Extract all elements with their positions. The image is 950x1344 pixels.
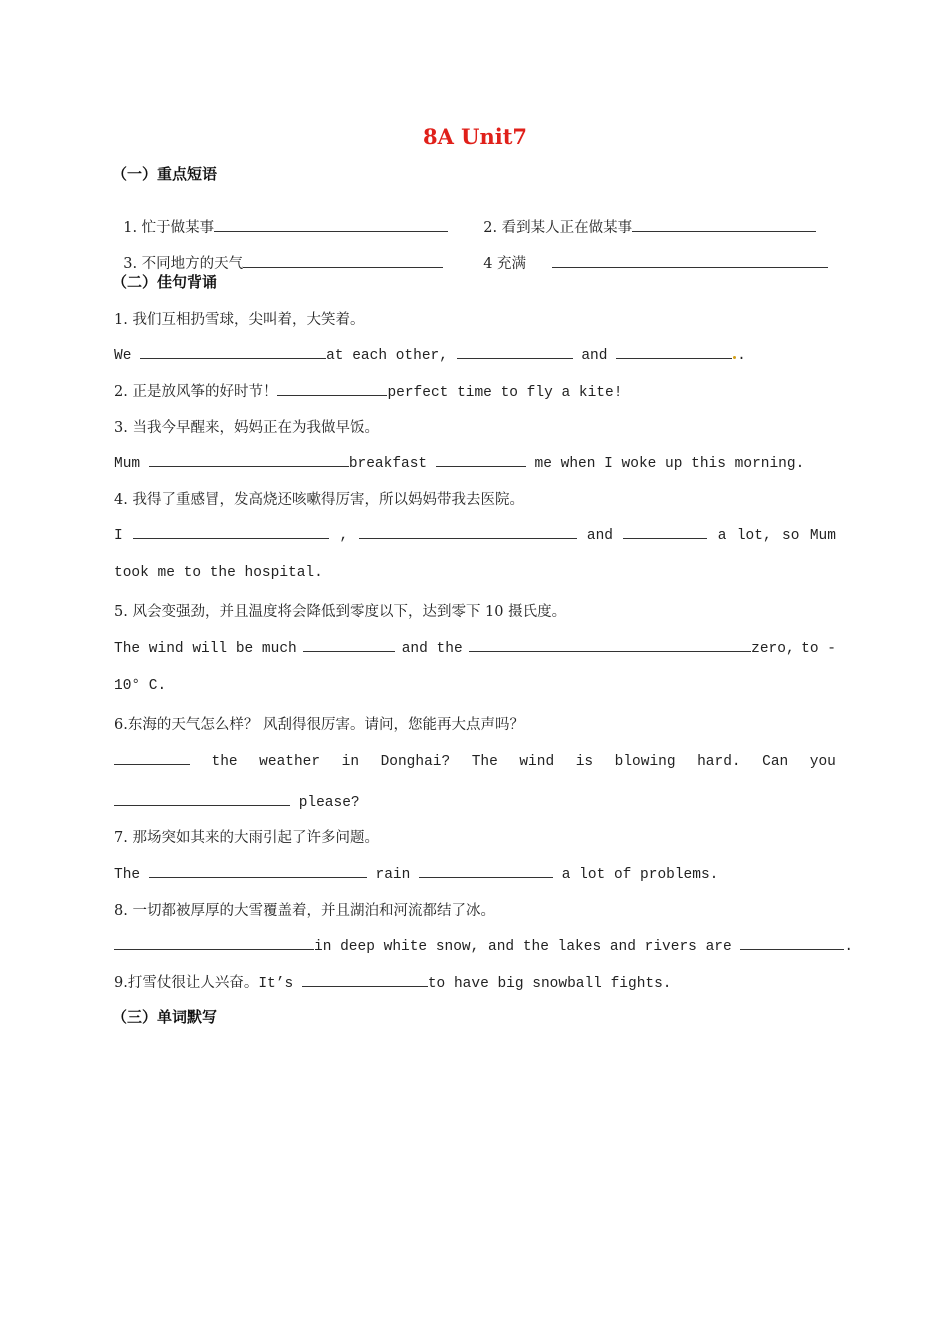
- word: and: [586, 528, 614, 544]
- phrase-3: [114, 236, 443, 273]
- answer-blank[interactable]: [140, 344, 326, 359]
- sentence-6-cn: 6.东海的天气怎么样？ 风刮得很厉害。请问，您能再大点声吗？: [114, 717, 524, 733]
- answer-blank[interactable]: [359, 524, 577, 539]
- phrase-2-blank[interactable]: [632, 217, 816, 232]
- word: you: [809, 754, 836, 770]
- word: is: [575, 754, 594, 770]
- word: The: [471, 754, 498, 770]
- answer-blank[interactable]: [133, 524, 329, 539]
- answer-blank[interactable]: [436, 452, 526, 467]
- answer-blank[interactable]: [623, 524, 707, 539]
- sentence-5-en-cont: 10° C.: [114, 678, 167, 694]
- phrase-3-blank[interactable]: [243, 253, 443, 268]
- sentence-4-cn: 4. 我得了重感冒，发高烧还咳嗽得厉害，所以妈妈带我去医院。: [114, 492, 524, 508]
- sentence-1-en: [114, 344, 746, 364]
- phrase-1: [114, 200, 448, 237]
- text-fragment: at each other,: [326, 348, 457, 364]
- answer-blank[interactable]: [277, 381, 387, 396]
- word: a: [717, 528, 727, 544]
- text-fragment: Mum: [114, 456, 149, 472]
- word: hard.: [697, 754, 741, 770]
- answer-blank[interactable]: [303, 637, 395, 652]
- word: ,: [339, 528, 349, 544]
- sentence-8-en: [114, 935, 853, 955]
- answer-blank[interactable]: [457, 344, 573, 359]
- edit-mark: [733, 356, 736, 359]
- word: lot,: [736, 528, 772, 544]
- answer-blank[interactable]: [114, 935, 314, 950]
- answer-blank[interactable]: [740, 935, 844, 950]
- section-heading-sentences: （二）佳句背诵: [112, 273, 218, 291]
- answer-blank[interactable]: [149, 863, 367, 878]
- text-fragment: to -: [801, 641, 836, 657]
- text-fragment: rain: [366, 867, 420, 883]
- answer-blank[interactable]: [149, 452, 349, 467]
- text-fragment: in deep white snow, and the lakes and rivers are: [314, 939, 741, 955]
- phrase-2-text: 2. 看到某人正在做某事: [483, 220, 633, 236]
- answer-blank[interactable]: [114, 750, 190, 765]
- section-heading-phrases: （一）重点短语: [112, 165, 218, 183]
- sentence-9-cn: 9.打雪仗很让人兴奋。: [114, 975, 259, 991]
- phrase-3-text: 3. 不同地方的天气: [123, 256, 244, 272]
- text-fragment: We: [114, 348, 141, 364]
- sentence-2-cn: 2. 正是放风筝的好时节！: [114, 384, 278, 400]
- text-fragment: The: [114, 867, 149, 883]
- answer-blank[interactable]: [114, 791, 290, 806]
- sentence-2: [114, 380, 622, 401]
- sentence-9: [114, 971, 672, 992]
- text-fragment: and the: [401, 641, 463, 657]
- sentence-3-en: [114, 452, 804, 472]
- word: weather: [259, 754, 321, 770]
- phrase-4: [474, 236, 828, 273]
- sentence-5-en: [114, 637, 836, 657]
- word: so: [782, 528, 800, 544]
- text-fragment: It’s: [258, 976, 302, 992]
- text-fragment: me when I woke up this morning.: [525, 456, 805, 472]
- text-fragment: .: [737, 348, 746, 364]
- word: Donghai?: [380, 754, 451, 770]
- text-fragment: breakfast: [348, 456, 436, 472]
- sentence-1-cn: 1. 我们互相扔雪球，尖叫着，大笑着。: [114, 312, 365, 328]
- word: wind: [519, 754, 555, 770]
- sentence-7-en: [114, 863, 718, 883]
- text-fragment: .: [844, 939, 854, 955]
- sentence-8-cn: 8. 一切都被厚厚的大雪覆盖着，并且湖泊和河流都结了冰。: [114, 903, 495, 919]
- text-fragment: and: [572, 348, 617, 364]
- text-fragment: please?: [290, 795, 360, 811]
- word: the: [211, 754, 238, 770]
- phrase-4-text: 4 充满: [483, 256, 527, 272]
- word: in: [341, 754, 360, 770]
- sentence-3-cn: 3. 当我今早醒来，妈妈正在为我做早饭。: [114, 420, 379, 436]
- word: blowing: [614, 754, 676, 770]
- word: I: [114, 528, 123, 544]
- phrase-4-blank[interactable]: [552, 253, 828, 268]
- text-fragment: a lot of problems.: [553, 867, 719, 883]
- sentence-5-cn: 5. 风会变强劲，并且温度将会降低到零度以下，达到零下 10 摄氏度。: [114, 604, 567, 620]
- word: Mum: [809, 528, 836, 544]
- sentence-4-en-cont: took me to the hospital.: [114, 565, 323, 581]
- answer-blank[interactable]: [616, 344, 732, 359]
- sentence-2-en: perfect time to fly a kite!: [387, 385, 623, 401]
- phrase-1-blank[interactable]: [214, 217, 448, 232]
- sentence-7-cn: 7. 那场突如其来的大雨引起了许多问题。: [114, 830, 379, 846]
- word: Can: [762, 754, 789, 770]
- phrase-1-text: 1. 忙于做某事: [123, 220, 215, 236]
- text-fragment: to have big snowball fights.: [427, 976, 672, 992]
- sentence-6-en: [114, 750, 836, 770]
- text-fragment: zero,: [751, 641, 795, 657]
- section-heading-spelling: （三）单词默写: [112, 1008, 218, 1026]
- phrase-2: [474, 200, 816, 237]
- text-fragment: The wind will be much: [114, 641, 297, 657]
- answer-blank[interactable]: [302, 972, 428, 987]
- sentence-4-en: [114, 524, 836, 544]
- sentence-6-en-cont: [114, 791, 360, 811]
- page-title: 8A Unit7: [422, 124, 528, 149]
- answer-blank[interactable]: [469, 637, 751, 652]
- answer-blank[interactable]: [419, 863, 553, 878]
